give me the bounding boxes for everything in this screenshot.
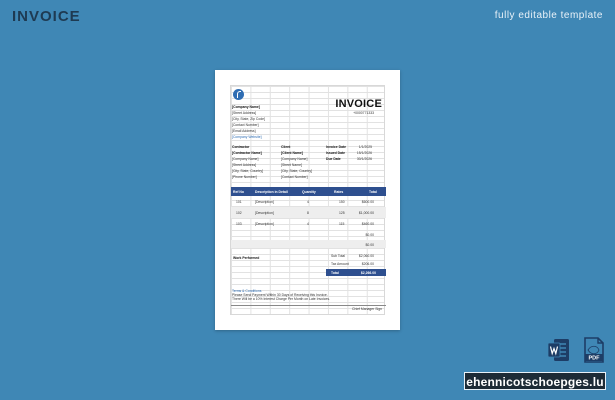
total-row bbox=[326, 269, 386, 276]
invoice-preview bbox=[215, 70, 400, 330]
company-website: [Company Website] bbox=[232, 135, 262, 139]
invoice-title: INVOICE bbox=[335, 98, 382, 110]
signature-line bbox=[231, 305, 386, 306]
row-2-desc: [Description] bbox=[255, 211, 274, 215]
contractor-address: [Street Address] bbox=[232, 163, 257, 167]
extra-total-2: $0.00 bbox=[365, 243, 374, 247]
client-label: Client bbox=[281, 145, 291, 149]
invoice-date-value: 1/1/2025 bbox=[358, 145, 372, 149]
col-rates: Rates bbox=[334, 189, 344, 194]
col-ref: Ref No bbox=[233, 189, 244, 194]
client-company: [Company Name] bbox=[281, 157, 308, 161]
row-3-total: $460.00 bbox=[361, 222, 374, 226]
company-phone: [Contact Number] bbox=[232, 123, 259, 127]
terms-line-2: There Will be a 10% Interest Charge Per Month on Late Invoices. bbox=[232, 297, 331, 301]
company-email: [Email Address] bbox=[232, 129, 256, 133]
row-2-qty: 8 bbox=[307, 211, 309, 215]
due-date-value: 30/1/2026 bbox=[356, 157, 372, 161]
company-logo-icon bbox=[233, 89, 244, 100]
row-3-rate: 115 bbox=[339, 222, 345, 226]
invoice-phone: +0000771333 bbox=[353, 111, 374, 115]
contractor-phone: [Phone Number] bbox=[232, 175, 257, 179]
row-3-ref: 103 bbox=[236, 222, 242, 226]
client-city: [City, State, Country] bbox=[281, 169, 313, 173]
row-shade bbox=[231, 240, 386, 248]
row-3-qty: 4 bbox=[307, 222, 309, 226]
row-2-ref: 102 bbox=[236, 211, 242, 215]
company-city: [City, State, Zip Code] bbox=[232, 117, 265, 121]
contractor-city: [City, State, Country] bbox=[232, 169, 264, 173]
terms-line-1: Please Send Payment Within 30 Days of Receiving this Invoice. bbox=[232, 293, 328, 297]
row-1-ref: 101 bbox=[236, 200, 242, 204]
banner-title: INVOICE bbox=[12, 8, 81, 25]
row-2-total: $1,000.00 bbox=[358, 211, 374, 215]
invoice-sheet bbox=[230, 85, 385, 315]
contractor-label: Contractor bbox=[232, 145, 250, 149]
issued-date-label: Issued Date bbox=[326, 151, 346, 155]
banner-subtitle: fully editable template bbox=[494, 10, 603, 21]
total-value: $2,266.00 bbox=[360, 270, 376, 275]
client-address: [Street Name] bbox=[281, 163, 302, 167]
tax-value: $206.00 bbox=[361, 262, 374, 266]
watermark: ehennicotschoepges.lu bbox=[464, 372, 606, 390]
col-description: Description in Detail bbox=[255, 189, 288, 194]
company-address: [Street Address] bbox=[232, 111, 257, 115]
work-performed-label: Work Performed bbox=[233, 256, 260, 260]
extra-total-1: $0.00 bbox=[365, 233, 374, 237]
svg-text:PDF: PDF bbox=[588, 355, 600, 362]
row-1-total: $600.00 bbox=[361, 200, 374, 204]
col-quantity: Quantity bbox=[302, 189, 316, 194]
row-1-desc: [Description] bbox=[255, 200, 274, 204]
subtotal-value: $2,060.00 bbox=[358, 254, 374, 258]
tax-label: Tax Amount bbox=[331, 262, 349, 266]
signature-label: Chief Manager Sign bbox=[352, 307, 382, 311]
total-label: Total bbox=[331, 270, 339, 275]
issued-date-value: 15/1/2026 bbox=[356, 151, 372, 155]
client-contact: [Contact Number] bbox=[281, 175, 308, 179]
row-1-qty: 4 bbox=[307, 200, 309, 204]
pdf-document-icon[interactable] bbox=[583, 337, 605, 363]
row-1-rate: 150 bbox=[339, 200, 345, 204]
col-total: Total bbox=[369, 189, 377, 194]
contractor-name: [Contractor Name] bbox=[232, 151, 262, 155]
due-date-label: Due Date bbox=[326, 157, 341, 161]
items-table-header bbox=[231, 187, 386, 196]
company-name: [Company Name] bbox=[232, 105, 260, 109]
invoice-date-label: Invoice Date bbox=[326, 145, 346, 149]
word-document-icon[interactable] bbox=[548, 338, 570, 362]
row-2-rate: 125 bbox=[339, 211, 345, 215]
terms-heading: Terms & Conditions bbox=[232, 289, 262, 293]
row-3-desc: [Description] bbox=[255, 222, 274, 226]
subtotal-label: Sub Total bbox=[331, 254, 346, 258]
contractor-company: [Company Name] bbox=[232, 157, 259, 161]
client-name: [Client Name] bbox=[281, 151, 303, 155]
